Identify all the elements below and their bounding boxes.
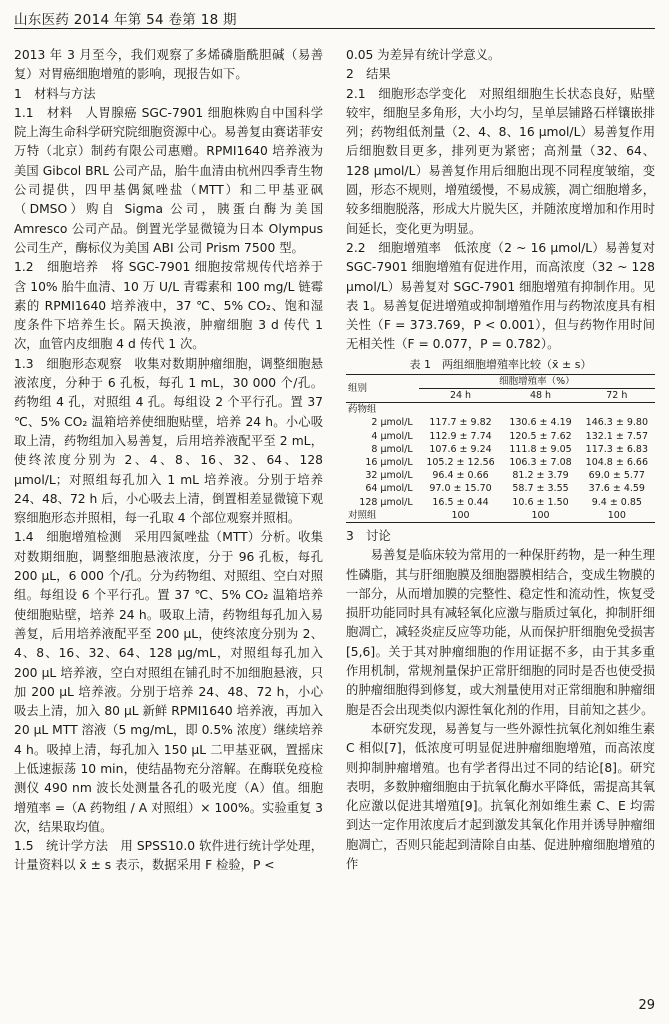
page-number: 29 [638,998,655,1013]
dose-cell: 16 μmol/L [365,456,413,468]
value-cell: 132.1 ± 7.57 [585,430,649,442]
paragraph: 2.1 细胞形态学变化 对照组细胞生长状态良好，贴壁较牢，细胞呈多角形，大小均匀，呈单层铺路石样镶嵌排列；药物组低剂量（2、4、8、16 μmol/L）易善复作用后细胞数目更多，排列更为紧密；高剂量（32、64、128 μmol/L）易善复作用后细胞出现不同程度皱缩，变圆，形态不规则，增殖缓慢，不易成簇，凋亡细胞增多，较多细胞脱落，形成大片脱失区，并随浓度增加和作用时间延长，变化更为明显。 [346,86,655,236]
value-cell: 117.3 ± 6.83 [585,443,649,455]
section-heading: 1 材料与方法 [14,86,96,101]
paragraph: 0.05 为差异有统计学意义。 [346,48,501,62]
journal-issue-line: 山东医药 2014 年第 54 卷第 18 期 [14,12,237,28]
paragraph: 1.3 细胞形态观察 收集对数期肿瘤细胞，调整细胞悬液浓度，分种于 6 孔板，每孔 1 mL，30 000 个/孔。药物组 4 孔，对照组 4 孔。每组设 2 个平行孔。置 37 ℃、5% CO₂ 温箱培养使细胞贴壁，培养 24 h。小心吸取上清，药物组加入易善复，后用培养液配平至 2 mL，使终浓度分别为 2、4、8、16、32、64、128 μmol/L；对照组每孔加入 1 mL 培养液。分别于培养 24、48、72 h 后，小心吸去上清，倒置相差显微镜下观察细胞形态并照相，每一孔取 4 个部位观察并照相。 [14,356,323,526]
section-heading: 2 结果 [346,67,391,82]
dose-cell: 2 μmol/L [371,417,413,429]
value-cell: 9.4 ± 0.85 [591,496,642,508]
paragraph: 易善复是临床较为常用的一种保肝药物，是一种生理性磷脂，其与肝细胞膜及细胞器膜相结合，变成生物膜的一部分，从而增加膜的完整性、稳定性和流动性，恢复受损肝功能同时具有减轻氧化应激与脂质过氧化，抑制肝细胞凋亡，减轻炎症反应等功能，从而保护肝细胞免受损害[5,6]。关于其对肿瘤细胞的作用证据不多，由于其多重作用机制，常规剂量保护正常肝细胞的同时是否也使受损的肿瘤细胞得到修复，或大剂量使用对正常细胞和肿瘤细胞是否会出现类似内源性氧化剂的作用，目前知之甚少。 [346,548,655,717]
value-cell: 37.6 ± 4.59 [588,483,645,495]
control-group-label: 对照组 [348,509,377,521]
value-cell: 146.3 ± 9.80 [585,417,649,429]
value-cell: 104.8 ± 6.66 [585,456,649,468]
table-row [346,416,655,429]
paragraph: 本研究发现，易善复与一些外源性抗氧化剂如维生素 C 相似[7]，低浓度可明显促进肿瘤细胞增殖，而高浓度则抑制肿瘤增殖。也有学者得出过不同的结论[8]。研究表明，多数肿瘤细胞由于抗氧化酶水平降低，需提高其氧化应激以促进其增殖[9]。抗氧化剂如维生素 C、E 均需到达一定作用浓度后才起到激发其氧化作用并诱导肿瘤细胞凋亡，否则只能起到清除自由基、促进肿瘤细胞增殖的作 [346,721,655,872]
drug-group-label: 药物组 [348,404,377,416]
table-row [346,496,655,509]
table-row [346,443,655,456]
control-row [346,509,655,523]
value-cell: 16.5 ± 0.44 [432,496,489,508]
section-heading: 3 讨论 [346,528,391,543]
value-cell: 117.7 ± 9.82 [429,417,492,429]
value-cell: 107.6 ± 9.24 [429,443,492,455]
value-cell: 130.6 ± 4.19 [509,417,572,429]
value-cell: 96.4 ± 0.66 [432,470,489,482]
dose-cell: 8 μmol/L [371,443,413,455]
left-column [14,46,323,876]
running-header [14,6,655,29]
dose-cell: 64 μmol/L [365,483,413,495]
value-cell: 97.0 ± 15.70 [429,483,492,495]
paragraph: 1.4 细胞增殖检测 采用四氮唑盐（MTT）分析。收集对数期细胞，调整细胞悬液浓度，分于 96 孔板，每孔 200 μL，6 000 个/孔。分为药物组、对照组、空白对照组。每组设 6 个平行孔。置 37 ℃、5% CO₂ 温箱培养使细胞贴壁，培养 24 h。吸取上清，药物组每孔加入易善复，后用培养液配平至 200 μL，使终浓度分别为 2、4、8、16、32、64、128 μg/mL，对照组每孔加入 200 μL 培养液，空白对照组在铺孔时不加细胞悬液，只加 200 μL 培养液。分别于培养 24、48、72 h，小心吸去上清，加入 80 μL 新鲜 RPMI1640 培养液，再加入 20 μL MTT 溶液（5 mg/mL，即 0.5% 浓度）继续培养 4 h。吸掉上清，每孔加入 150 μL 二甲基亚砜，置摇床上低速振荡 10 min，使结晶物充分溶解。在酶联免疫检测仪 490 nm 波长处测量各孔的吸光度（A）值。细胞增殖率 =（A 药物组 / A 对照组）× 100%。实验重复 3 次，结果取均值。 [14,530,323,834]
value-cell: 81.2 ± 3.79 [512,470,569,482]
dose-cell: 128 μmol/L [359,496,413,508]
discussion-text [346,527,655,874]
paragraph: 2013 年 3 月至今，我们观察了多烯磷脂酰胆碱（易善复）对胃癌细胞增殖的影响，现报告如下。 [14,48,323,82]
paragraph: 1.2 细胞培养 将 SGC-7901 细胞按常规传代培养于含 10% 胎牛血清、10 万 U/L 青霉素和 100 mg/L 链霉素的 RPMI1640 培养液中，37 ℃、5% CO₂、饱和湿度条件下培养生长。隔天换液，肿瘤细胞 3 d 传代 1 次，血管内皮细胞 4 d 传代 1 次。 [14,260,323,352]
table-row [346,482,655,495]
value-cell: 111.8 ± 9.05 [509,443,572,455]
table-row [346,469,655,482]
time-header: 48 h [502,388,578,402]
value-cell: 10.6 ± 1.50 [512,496,569,508]
right-column [346,46,655,874]
value-cell: 100 [607,509,626,521]
value-cell: 105.2 ± 12.56 [426,456,495,468]
table-row [346,456,655,469]
table-row [346,430,655,443]
proliferation-rate-table [346,374,655,523]
paragraph: 1.5 统计学方法 用 SPSS10.0 软件进行统计学处理，计量资料以 x̄ ± s 表示，数据采用 F 检验，P < [14,839,323,873]
time-header: 24 h [419,388,503,402]
dose-cell: 32 μmol/L [365,470,413,482]
value-cell: 100 [531,509,550,521]
group-header: 组别 [346,374,419,402]
table-caption: 表 1 两组细胞增殖率比较（x̄ ± s） [409,357,592,371]
value-cell: 69.0 ± 5.77 [588,470,645,482]
value-cell: 112.9 ± 7.74 [429,430,492,442]
value-cell: 100 [451,509,470,521]
results-text [346,46,655,355]
paragraph: 1.1 材料 人胃腺癌 SGC-7901 细胞株购自中国科学院上海生命科学研究院细胞资源中心。易善复由赛诺菲安万特（北京）制药有限公司惠赠。RPMI1640 培养液为美国 Gibcol BRL 公司产品，胎牛血清由杭州四季青生物公司提供，四甲基偶氮唑盐（MTT）和二甲基亚砜（DMSO）购自 Sigma 公司，胰蛋白酶为美国 Amresco 公司产品。倒置光学显微镜为日本 Olympus 公司生产，酶标仪为美国 ABI 公司 Prism 7500 型。 [14,105,323,255]
value-cell: 120.5 ± 7.62 [509,430,572,442]
proliferation-header: 细胞增殖率（%） [419,374,655,388]
dose-cell: 4 μmol/L [371,430,413,442]
value-cell: 106.3 ± 7.08 [509,456,572,468]
value-cell: 58.7 ± 3.55 [512,483,569,495]
paragraph: 2.2 细胞增殖率 低浓度（2 ~ 16 μmol/L）易善复对 SGC-7901 细胞增殖有促进作用，而高浓度（32 ~ 128 μmol/L）易善复对 SGC-7901 细胞增殖有抑制作用。见表 1。易善复促进增殖或抑制增殖作用与药物浓度具有相关性（F = 373.769，P < 0.001），但与药物作用时间无相关性（F = 0.077，P = 0.782）。 [346,240,655,352]
time-header: 72 h [579,388,655,402]
